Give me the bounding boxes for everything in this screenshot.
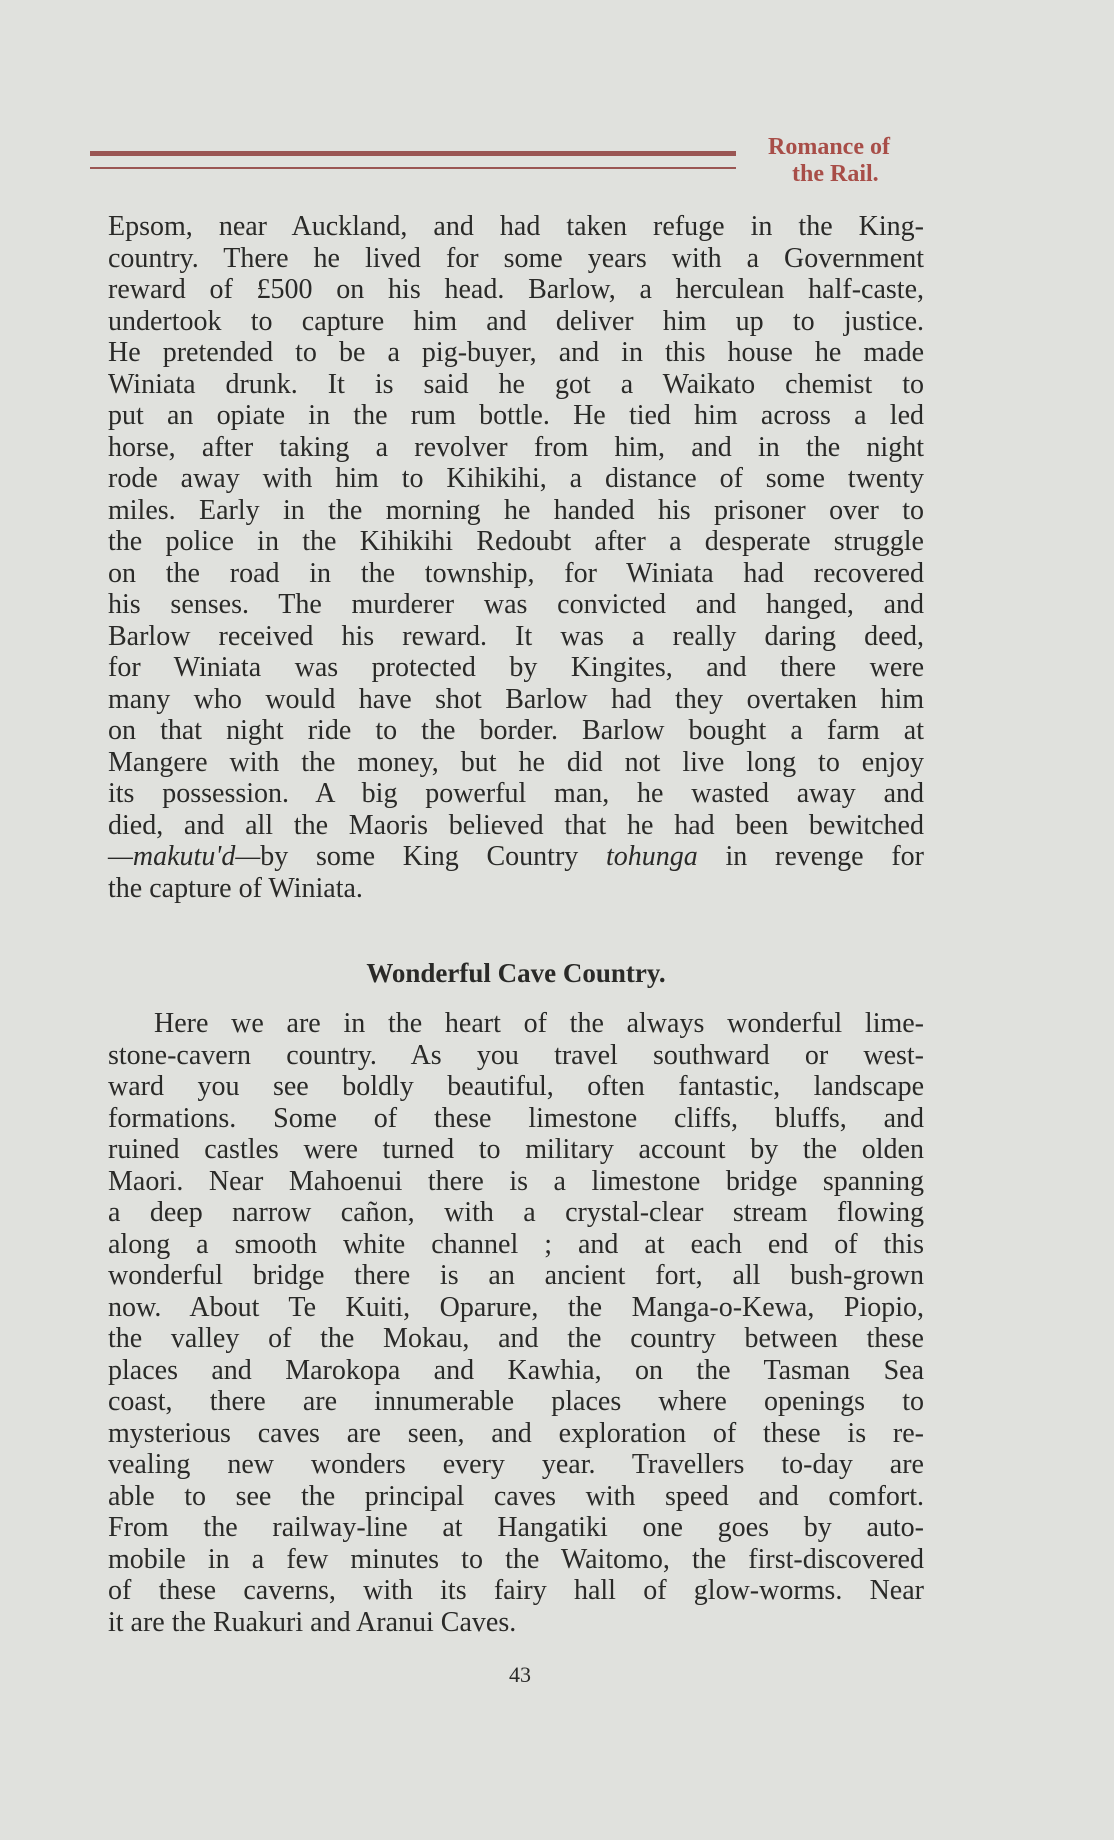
text-line: the valley of the Mokau, and the country between these: [108, 1323, 924, 1354]
header-rule-thick: [90, 151, 736, 156]
text-line: reward of £500 on his head. Barlow, a herculean half-caste,: [108, 274, 924, 305]
text-line: stone-cavern country. As you travel southward or west-: [108, 1039, 924, 1071]
running-head-line1: Romance of: [768, 134, 890, 160]
text-fragment: in revenge for: [697, 841, 924, 872]
text-line: rode away with him to Kihikihi, a distance of some twenty: [108, 463, 924, 494]
text-line: mobile in a few minutes to the Waitomo, the first-discovered: [108, 1543, 924, 1575]
text-line: the police in the Kihikihi Redoubt after a desperate struggle: [108, 526, 924, 557]
maori-term-makutu: —makutu'd—: [108, 841, 261, 872]
text-line: able to see the principal caves with speed and comfort.: [108, 1480, 924, 1512]
text-line: From the railway-line at Hangatiki one goes by auto-: [108, 1512, 924, 1543]
text-line: a deep narrow cañon, with a crystal-clear stream flowing: [108, 1197, 924, 1228]
text-line: places and Marokopa and Kawhia, on the Tasman Sea: [108, 1354, 924, 1386]
paragraph-cave-country: [108, 1008, 924, 1638]
text-line: country. There he lived for some years with a Government: [108, 242, 924, 274]
text-line: now. About Te Kuiti, Oparure, the Manga-o-Kewa, Piopio,: [108, 1291, 924, 1323]
text-line: undertook to capture him and deliver him up to justice.: [108, 305, 924, 337]
text-line: many who would have shot Barlow had they overtaken him: [108, 683, 924, 715]
page-number: 43: [509, 1662, 531, 1687]
text-line-mixed: [108, 841, 924, 873]
text-line: mysterious caves are seen, and exploration of these is re-: [108, 1417, 924, 1449]
running-head-line2: the Rail.: [792, 161, 879, 187]
text-line: coast, there are innumerable places where openings to: [108, 1386, 924, 1417]
text-line: horse, after taking a revolver from him, and in the night: [108, 431, 924, 463]
text-line: Here we are in the heart of the always wonderful lime-: [154, 1008, 924, 1039]
text-line: Mangere with the money, but he did not live long to enjoy: [108, 746, 924, 778]
header-rule-thin: [90, 167, 736, 169]
text-line: for Winiata was protected by Kingites, and there were: [108, 652, 924, 683]
text-line: put an opiate in the rum bottle. He tied him across a led: [108, 400, 924, 431]
section-heading: Wonderful Cave Country.: [366, 958, 666, 988]
text-line: the capture of Winiata.: [108, 872, 363, 904]
text-line: vealing new wonders every year. Travellers to-day are: [108, 1449, 924, 1480]
text-line: Epsom, near Auckland, and had taken refuge in the King-: [108, 211, 924, 242]
text-fragment: by some King Country: [260, 841, 606, 872]
text-line: Winiata drunk. It is said he got a Waikato chemist to: [108, 368, 924, 400]
text-line: on that night ride to the border. Barlow bought a farm at: [108, 715, 924, 746]
maori-term-tohunga: tohunga: [606, 841, 698, 872]
text-line: his senses. The murderer was convicted and hanged, and: [108, 589, 924, 620]
text-line: wonderful bridge there is an ancient fort, all bush-grown: [108, 1260, 924, 1291]
text-line: along a smooth white channel ; and at each end of this: [108, 1228, 924, 1260]
text-line: ward you see boldly beautiful, often fantastic, landscape: [108, 1071, 924, 1102]
text-line: its possession. A big powerful man, he wasted away and: [108, 778, 924, 809]
paragraph-barlow-story: [108, 211, 924, 904]
text-line: Maori. Near Mahoenui there is a limestone bridge spanning: [108, 1165, 924, 1197]
text-line: died, and all the Maoris believed that he had been bewitched: [108, 809, 924, 841]
text-line: He pretended to be a pig-buyer, and in this house he made: [108, 337, 924, 368]
text-line: formations. Some of these limestone cliffs, bluffs, and: [108, 1102, 924, 1134]
text-line: Barlow received his reward. It was a really daring deed,: [108, 620, 924, 652]
text-line: it are the Ruakuri and Aranui Caves.: [108, 1606, 517, 1638]
text-line: miles. Early in the morning he handed his prisoner over to: [108, 494, 924, 526]
text-line: ruined castles were turned to military account by the olden: [108, 1134, 924, 1165]
text-line: of these caverns, with its fairy hall of glow-worms. Near: [108, 1575, 924, 1606]
running-head: [768, 134, 918, 188]
text-line: on the road in the township, for Winiata had recovered: [108, 557, 924, 589]
